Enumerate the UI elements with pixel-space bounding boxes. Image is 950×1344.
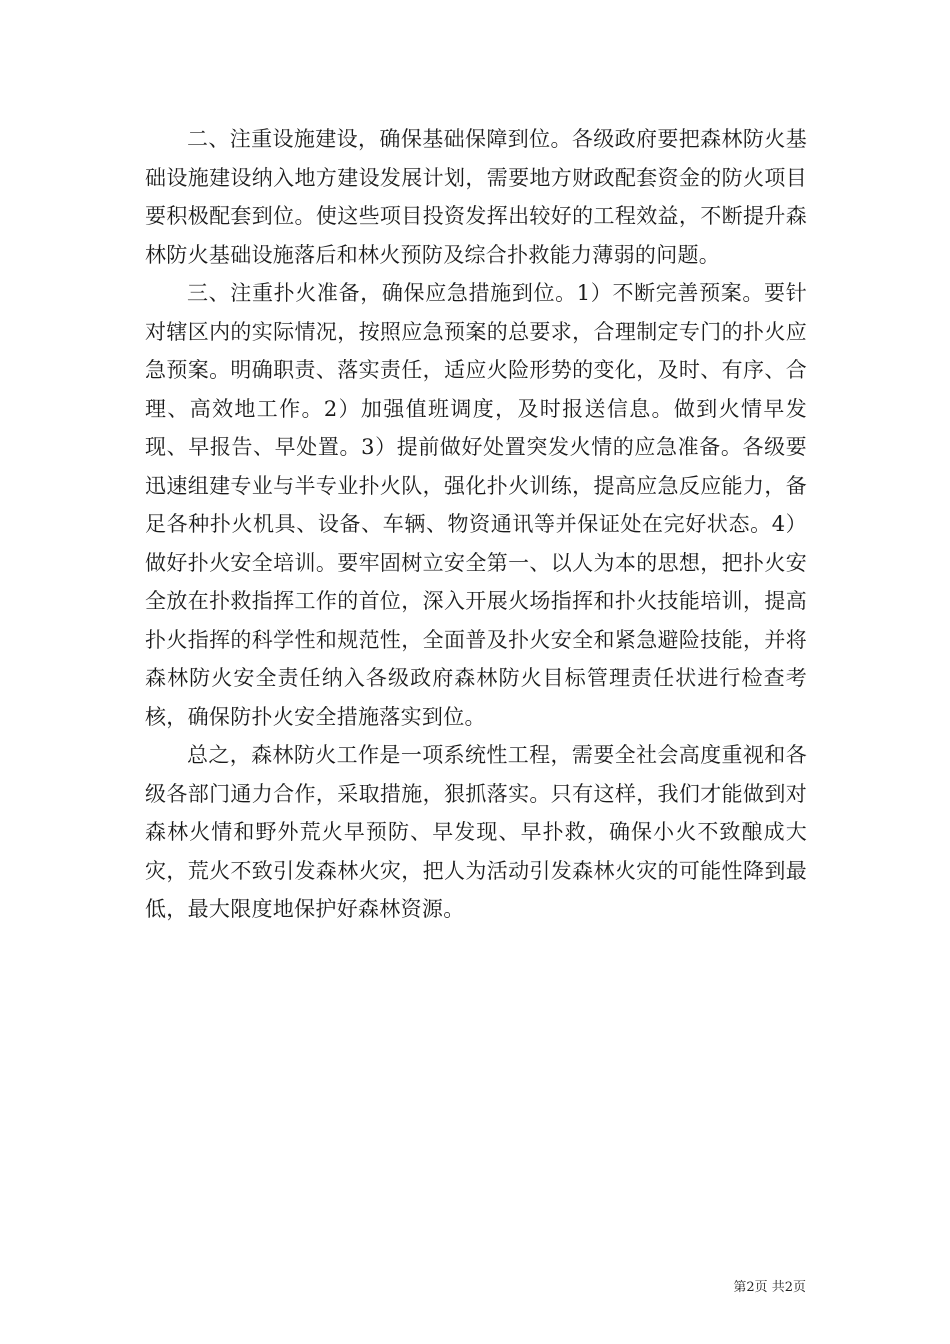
paragraph-facilities: 二、注重设施建设，确保基础保障到位。各级政府要把森林防火基础设施建设纳入地方建设发展计划，需要地方财政配套资金的防火项目要积极配套到位。使这些项目投资发挥出较好的工程效益，不断提升森林防火基础设施落后和林火预防及综合扑救能力薄弱的问题。 (145, 127, 807, 267)
paragraph-fire-preparation: 三、注重扑火准备，确保应急措施到位。1）不断完善预案。要针对辖区内的实际情况，按照应急预案的总要求，合理制定专门的扑火应急预案。明确职责、落实责任，适应火险形势的变化，及时、有序、合理、高效地工作。2）加强值班调度，及时报送信息。做到火情早发现、早报告、早处置。3）提前做好处置突发火情的应急准备。各级要迅速组建专业与半专业扑火队，强化扑火训练，提高应急反应能力，备足各种扑火机具、设备、车辆、物资通讯等并保证处在完好状态。4）做好扑火安全培训。要牢固树立安全第一、以人为本的思想，把扑火安全放在扑救指挥工作的首位，深入开展火场指挥和扑火技能培训，提高扑火指挥的科学性和规范性，全面普及扑火安全和紧急避险技能，并将森林防火安全责任纳入各级政府森林防火目标管理责任状进行检查考核，确保防扑火安全措施落实到位。 (145, 281, 807, 729)
paragraph-conclusion: 总之，森林防火工作是一项系统性工程，需要全社会高度重视和各级各部门通力合作，采取措施，狠抓落实。只有这样，我们才能做到对森林火情和野外荒火早预防、早发现、早扑救，确保小火不致酿成大灾，荒火不致引发森林火灾，把人为活动引发森林火灾的可能性降到最低，最大限度地保护好森林资源。 (145, 743, 807, 921)
document-body (145, 120, 807, 929)
page-number: 第2页 共2页 (733, 1280, 806, 1295)
